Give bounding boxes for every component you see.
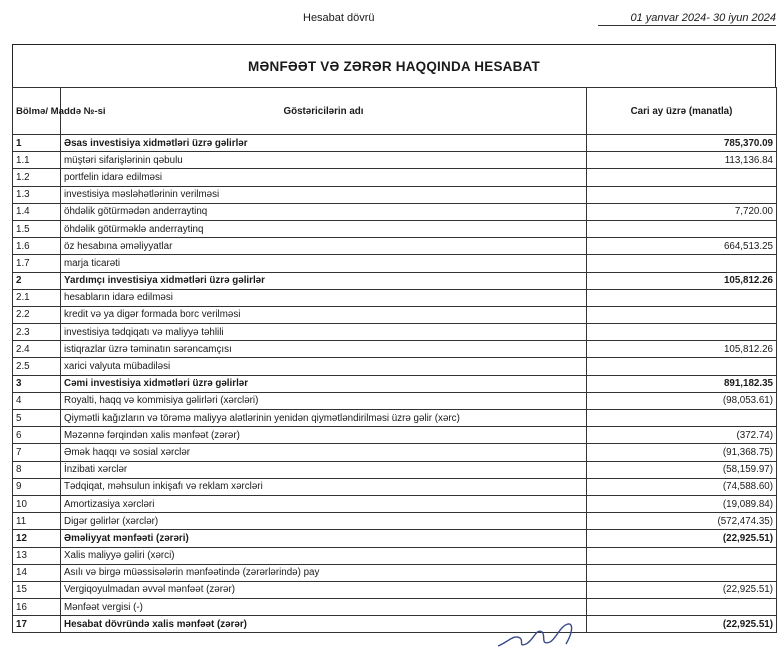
row-value bbox=[587, 324, 777, 341]
row-value bbox=[587, 599, 777, 616]
table-row bbox=[13, 410, 777, 427]
table-row bbox=[13, 152, 777, 169]
row-number: 8 bbox=[13, 461, 61, 478]
row-value bbox=[587, 306, 777, 323]
row-indicator-name: öhdəlik götürməklə anderraytinq bbox=[61, 220, 587, 237]
row-indicator-name: müştəri sifarişlərinin qəbulu bbox=[61, 152, 587, 169]
row-indicator-name: öhdəlik götürmədən anderraytinq bbox=[61, 203, 587, 220]
row-value bbox=[587, 169, 777, 186]
row-indicator-name: Əməliyyat mənfəəti (zərəri) bbox=[61, 530, 587, 547]
table-row bbox=[13, 375, 777, 392]
report-table bbox=[12, 87, 777, 633]
row-number: 1.5 bbox=[13, 220, 61, 237]
row-number: 13 bbox=[13, 547, 61, 564]
row-value: 7,720.00 bbox=[587, 203, 777, 220]
row-number: 2.4 bbox=[13, 341, 61, 358]
row-indicator-name: portfelin idarə edilməsi bbox=[61, 169, 587, 186]
row-value: 105,812.26 bbox=[587, 272, 777, 289]
row-value: 664,513.25 bbox=[587, 238, 777, 255]
row-indicator-name: investisiya məsləhətlərinin verilməsi bbox=[61, 186, 587, 203]
row-value bbox=[587, 255, 777, 272]
row-indicator-name: Əsas investisiya xidmətləri üzrə gəlirlər bbox=[61, 135, 587, 152]
row-number: 2 bbox=[13, 272, 61, 289]
row-indicator-name: Royalti, haqq və kommisiya gəlirləri (xərcləri) bbox=[61, 392, 587, 409]
row-number: 10 bbox=[13, 495, 61, 512]
table-row bbox=[13, 272, 777, 289]
row-number: 2.5 bbox=[13, 358, 61, 375]
table-row bbox=[13, 427, 777, 444]
row-number: 5 bbox=[13, 410, 61, 427]
row-indicator-name: Məzənnə fərqindən xalis mənfəət (zərər) bbox=[61, 427, 587, 444]
column-header-section: Bölmə/ Maddə №-si bbox=[13, 88, 61, 135]
row-indicator-name: xarici valyuta mübadiləsi bbox=[61, 358, 587, 375]
table-row bbox=[13, 461, 777, 478]
row-value: (22,925.51) bbox=[587, 581, 777, 598]
row-number: 1.3 bbox=[13, 186, 61, 203]
column-header-value: Cari ay üzrə (manatla) bbox=[587, 88, 777, 135]
row-number: 1.7 bbox=[13, 255, 61, 272]
table-row bbox=[13, 169, 777, 186]
table-row bbox=[13, 599, 777, 616]
table-header-row bbox=[13, 88, 777, 135]
row-indicator-name: öz hesabına əməliyyatlar bbox=[61, 238, 587, 255]
table-row bbox=[13, 306, 777, 323]
row-number: 9 bbox=[13, 478, 61, 495]
row-number: 16 bbox=[13, 599, 61, 616]
row-indicator-name: Digər gəlirlər (xərclər) bbox=[61, 513, 587, 530]
row-indicator-name: marja ticarəti bbox=[61, 255, 587, 272]
table-row bbox=[13, 564, 777, 581]
row-value bbox=[587, 547, 777, 564]
row-value: 891,182.35 bbox=[587, 375, 777, 392]
row-number: 17 bbox=[13, 616, 61, 633]
report-frame bbox=[12, 44, 776, 633]
row-number: 12 bbox=[13, 530, 61, 547]
row-number: 15 bbox=[13, 581, 61, 598]
signature-mark bbox=[490, 620, 600, 650]
row-indicator-name: Tədqiqat, məhsulun inkişafı və reklam xərcləri bbox=[61, 478, 587, 495]
table-row bbox=[13, 186, 777, 203]
row-indicator-name: hesabların idarə edilməsi bbox=[61, 289, 587, 306]
row-indicator-name: Qiymətli kağızların və törəmə maliyyə alətlərinin yenidən qiymətləndirilməsi üzrə gəlir (xərc) bbox=[61, 410, 587, 427]
table-row bbox=[13, 238, 777, 255]
row-indicator-name: Asılı və birgə müəssisələrin mənfəətində (zərərlərində) pay bbox=[61, 564, 587, 581]
row-number: 1.4 bbox=[13, 203, 61, 220]
table-row bbox=[13, 581, 777, 598]
row-number: 1.2 bbox=[13, 169, 61, 186]
table-row bbox=[13, 616, 777, 633]
row-number: 2.2 bbox=[13, 306, 61, 323]
row-value: (372.74) bbox=[587, 427, 777, 444]
row-value: (22,925.51) bbox=[587, 616, 777, 633]
row-value bbox=[587, 220, 777, 237]
table-row bbox=[13, 358, 777, 375]
row-value: (58,159.97) bbox=[587, 461, 777, 478]
row-number: 14 bbox=[13, 564, 61, 581]
row-value: (572,474.35) bbox=[587, 513, 777, 530]
row-number: 1.6 bbox=[13, 238, 61, 255]
row-value bbox=[587, 564, 777, 581]
table-row bbox=[13, 444, 777, 461]
table-row bbox=[13, 547, 777, 564]
row-value: (22,925.51) bbox=[587, 530, 777, 547]
row-value bbox=[587, 289, 777, 306]
table-row bbox=[13, 478, 777, 495]
table-row bbox=[13, 135, 777, 152]
table-row bbox=[13, 203, 777, 220]
table-row bbox=[13, 392, 777, 409]
row-number: 1 bbox=[13, 135, 61, 152]
row-number: 2.3 bbox=[13, 324, 61, 341]
row-number: 6 bbox=[13, 427, 61, 444]
table-row bbox=[13, 220, 777, 237]
row-number: 11 bbox=[13, 513, 61, 530]
row-number: 7 bbox=[13, 444, 61, 461]
row-value: (74,588.60) bbox=[587, 478, 777, 495]
row-indicator-name: kredit və ya digər formada borc verilməsi bbox=[61, 306, 587, 323]
column-header-indicator: Göstəricilərin adı bbox=[61, 88, 587, 135]
row-value: 785,370.09 bbox=[587, 135, 777, 152]
row-value: (19,089.84) bbox=[587, 495, 777, 512]
row-number: 2.1 bbox=[13, 289, 61, 306]
row-value bbox=[587, 186, 777, 203]
row-indicator-name: Xalis maliyyə gəliri (xərci) bbox=[61, 547, 587, 564]
row-value: 113,136.84 bbox=[587, 152, 777, 169]
row-indicator-name: Amortizasiya xərcləri bbox=[61, 495, 587, 512]
row-indicator-name: Hesabat dövründə xalis mənfəət (zərər) bbox=[61, 616, 587, 633]
period-value: 01 yanvar 2024- 30 iyun 2024 bbox=[598, 12, 776, 26]
table-row bbox=[13, 255, 777, 272]
report-title: MƏNFƏƏT VƏ ZƏRƏR HAQQINDA HESABAT bbox=[12, 44, 776, 87]
table-row bbox=[13, 289, 777, 306]
row-value: 105,812.26 bbox=[587, 341, 777, 358]
row-indicator-name: Yardımçı investisiya xidmətləri üzrə gəlirlər bbox=[61, 272, 587, 289]
row-indicator-name: investisiya tədqiqatı və maliyyə təhlili bbox=[61, 324, 587, 341]
period-label: Hesabat dövrü bbox=[303, 12, 375, 24]
row-indicator-name: İnzibati xərclər bbox=[61, 461, 587, 478]
table-row bbox=[13, 495, 777, 512]
row-value: (98,053.61) bbox=[587, 392, 777, 409]
table-row bbox=[13, 341, 777, 358]
row-indicator-name: Əmək haqqı və sosial xərclər bbox=[61, 444, 587, 461]
row-indicator-name: Mənfəət vergisi (-) bbox=[61, 599, 587, 616]
table-row bbox=[13, 324, 777, 341]
table-row bbox=[13, 513, 777, 530]
row-number: 1.1 bbox=[13, 152, 61, 169]
table-body bbox=[13, 135, 777, 633]
row-number: 4 bbox=[13, 392, 61, 409]
row-indicator-name: Vergiqoyulmadan əvvəl mənfəət (zərər) bbox=[61, 581, 587, 598]
row-indicator-name: Cəmi investisiya xidmətləri üzrə gəlirlər bbox=[61, 375, 587, 392]
row-indicator-name: istiqrazlar üzrə təminatın sərəncamçısı bbox=[61, 341, 587, 358]
table-row bbox=[13, 530, 777, 547]
row-value bbox=[587, 410, 777, 427]
row-value: (91,368.75) bbox=[587, 444, 777, 461]
row-number: 3 bbox=[13, 375, 61, 392]
row-value bbox=[587, 358, 777, 375]
